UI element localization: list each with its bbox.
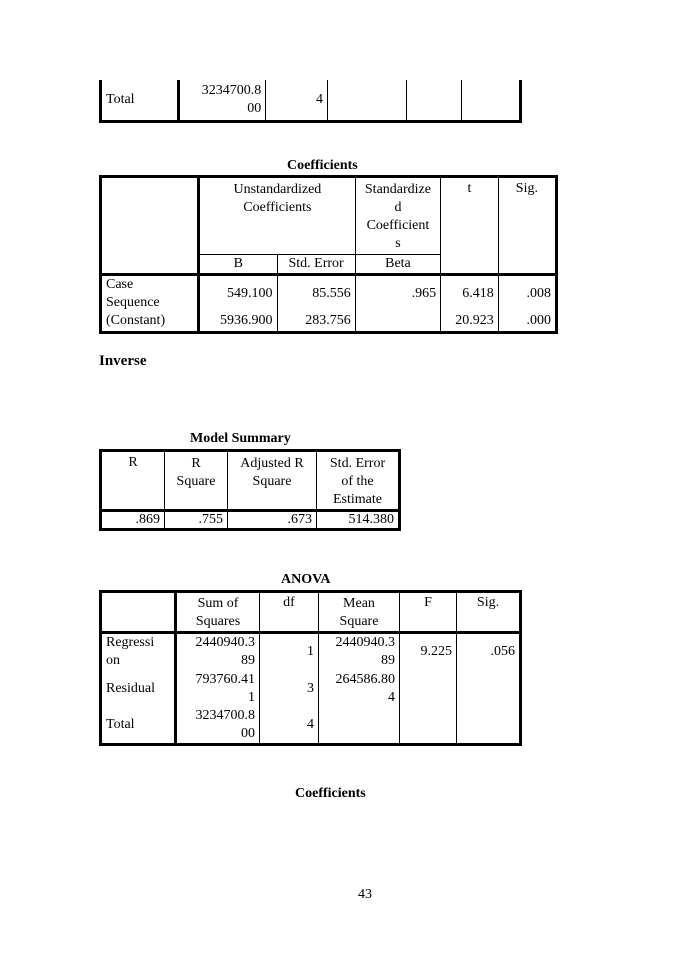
table-row — [101, 633, 521, 671]
df-value: 4 — [260, 707, 319, 745]
table-row — [101, 312, 557, 332]
coefficients-inverse-title: Coefficients — [295, 786, 366, 801]
row-label: Total — [106, 717, 135, 732]
table-row — [101, 511, 400, 530]
sig-value: .000 — [498, 312, 556, 332]
row-label: Case Sequence — [106, 277, 160, 310]
page-number: 43 — [358, 887, 372, 902]
mean-square-value — [319, 707, 400, 745]
header-adjusted-r-square: Adjusted R Square — [228, 451, 317, 511]
table-row — [101, 707, 521, 745]
f-value — [400, 707, 457, 745]
header-r: R — [101, 451, 165, 511]
header-sig: Sig. — [498, 177, 556, 275]
std-error-estimate-value: 514.380 — [317, 511, 400, 530]
b-value: 5936.900 — [199, 312, 277, 332]
header-std-error: Std. Error — [277, 255, 355, 275]
sig-value — [457, 670, 521, 707]
b-value: 549.100 — [199, 275, 277, 313]
sig-value — [457, 707, 521, 745]
r-value: .869 — [135, 512, 160, 527]
header-df: df — [260, 592, 319, 633]
header-blank-cell — [101, 177, 199, 275]
sig-cell — [462, 80, 521, 121]
std-error-value: 283.756 — [277, 312, 355, 332]
row-label-total: Total — [106, 91, 135, 107]
anova-title: ANOVA — [281, 572, 331, 587]
header-std-error-estimate: Std. Error of the Estimate — [317, 451, 400, 511]
sum-of-squares-cell: 3234700.8 00 — [178, 80, 265, 121]
header-unstandardized: Unstandardized Coefficients — [199, 177, 356, 255]
header-standardized: Standardize d Coefficient s — [355, 177, 440, 255]
header-r-square: R Square — [165, 451, 228, 511]
coefficients-title: Coefficients — [287, 158, 358, 173]
adjusted-r-square-value: .673 — [228, 511, 317, 530]
table-row — [101, 670, 521, 707]
sum-of-squares-value: 2440940.3 89 — [176, 633, 260, 671]
mean-square-value: 2440940.3 89 — [319, 633, 400, 671]
header-blank-cell — [101, 592, 176, 633]
sig-value: .056 — [457, 633, 521, 671]
header-mean-square: Mean Square — [319, 592, 400, 633]
row-label: (Constant) — [106, 313, 166, 329]
beta-value: .965 — [355, 275, 440, 313]
coefficients-table — [99, 175, 558, 334]
section-heading: Inverse — [99, 353, 147, 369]
f-value — [400, 670, 457, 707]
anova-fragment-table — [99, 80, 522, 123]
table-row — [101, 275, 557, 313]
sum-of-squares-value: 3234700.8 00 — [176, 707, 260, 745]
mean-square-value: 264586.80 4 — [319, 670, 400, 707]
df-value: 1 — [260, 633, 319, 671]
header-sig: Sig. — [457, 592, 521, 633]
beta-value — [355, 312, 440, 332]
r-square-value: .755 — [165, 511, 228, 530]
header-b: B — [199, 255, 277, 275]
mean-square-cell — [327, 80, 406, 121]
model-summary-title: Model Summary — [190, 431, 291, 446]
f-cell — [406, 80, 462, 121]
header-t: t — [441, 177, 499, 275]
row-label: Regressi on — [106, 635, 155, 668]
header-beta: Beta — [355, 255, 440, 275]
model-summary-table — [99, 449, 401, 531]
f-value: 9.225 — [400, 633, 457, 671]
t-value: 6.418 — [441, 275, 499, 313]
df-value: 3 — [260, 670, 319, 707]
row-label: Residual — [106, 680, 155, 696]
header-f: F — [400, 592, 457, 633]
t-value: 20.923 — [441, 312, 499, 332]
anova-table — [99, 590, 522, 746]
df-cell: 4 — [266, 80, 328, 121]
sig-value: .008 — [498, 275, 556, 313]
sum-of-squares-value: 793760.41 1 — [176, 670, 260, 707]
std-error-value: 85.556 — [277, 275, 355, 313]
header-sum-of-squares: Sum of Squares — [176, 592, 260, 633]
